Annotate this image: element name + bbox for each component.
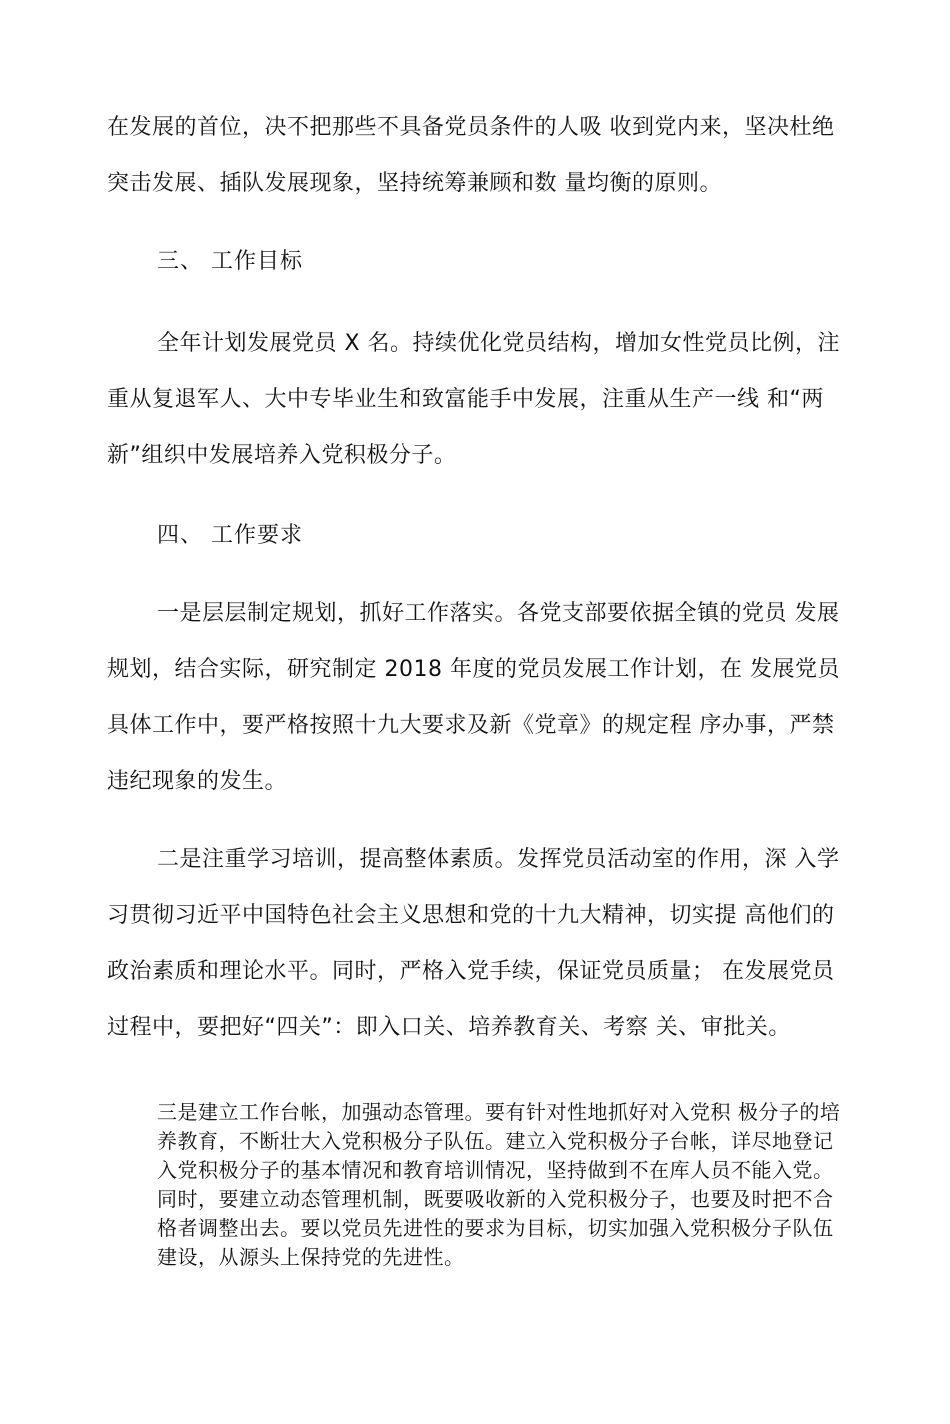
goals-paragraph xyxy=(107,316,847,484)
requirement-2-paragraph xyxy=(107,832,847,1056)
requirement-1-text: 一是层层制定规划，抓好工作落实。各党支部要依据全镇的党员 发展规划，结合实际，研究制定 2018 年度的党员发展工作计划，在 发展党员具体工作中，要严格按照十九大要求及新《党章》的规定程 序办事，严禁违纪现象的发生。 xyxy=(107,601,840,794)
requirement-1-paragraph xyxy=(107,586,847,810)
requirement-3-text: 三是建立工作台帐，加强动态管理。要有针对性地抓好对入党积 极分子的培养教育，不断壮大入党积极分子队伍。建立入党积极分子台帐，详尽地登记入党积极分子的基本情况和教育培训情况，坚持做到不在库人员不能入党。同时，要建立动态管理机制，既要吸收新的入党积极分子，也要及时把不合格者调整出去。要以党员先进性的要求为目标，切实加强入党积极分子队伍建设，从源头上保持党的先进性。 xyxy=(157,1100,841,1269)
requirement-2-text: 二是注重学习培训，提高整体素质。发挥党员活动室的作用，深 入学习贯彻习近平中国特色社会主义思想和党的十九大精神，切实提 高他们的政治素质和理论水平。同时，严格入党手续，保证党员质量； 在发展党员过程中，要把好“四关”：即入口关、培养教育关、考察 关、审批关。 xyxy=(107,847,840,1040)
requirement-3-paragraph xyxy=(157,1098,847,1272)
intro-paragraph-text: 在发展的首位，决不把那些不具备党员条件的人吸 收到党内来，坚决杜绝突击发展、插队发展现象，坚持统筹兼顾和数 量均衡的原则。 xyxy=(107,115,835,196)
section-heading-requirements: 四、 工作要求 xyxy=(157,523,303,548)
goals-paragraph-text: 全年计划发展党员 X 名。持续优化党员结构，增加女性党员比例，注重从复退军人、大中专毕业生和致富能手中发展，注重从生产一线 和“两新”组织中发展培养入党积极分子。 xyxy=(107,331,841,468)
intro-paragraph xyxy=(107,100,847,212)
section-heading-goals: 三、 工作目标 xyxy=(157,249,303,274)
